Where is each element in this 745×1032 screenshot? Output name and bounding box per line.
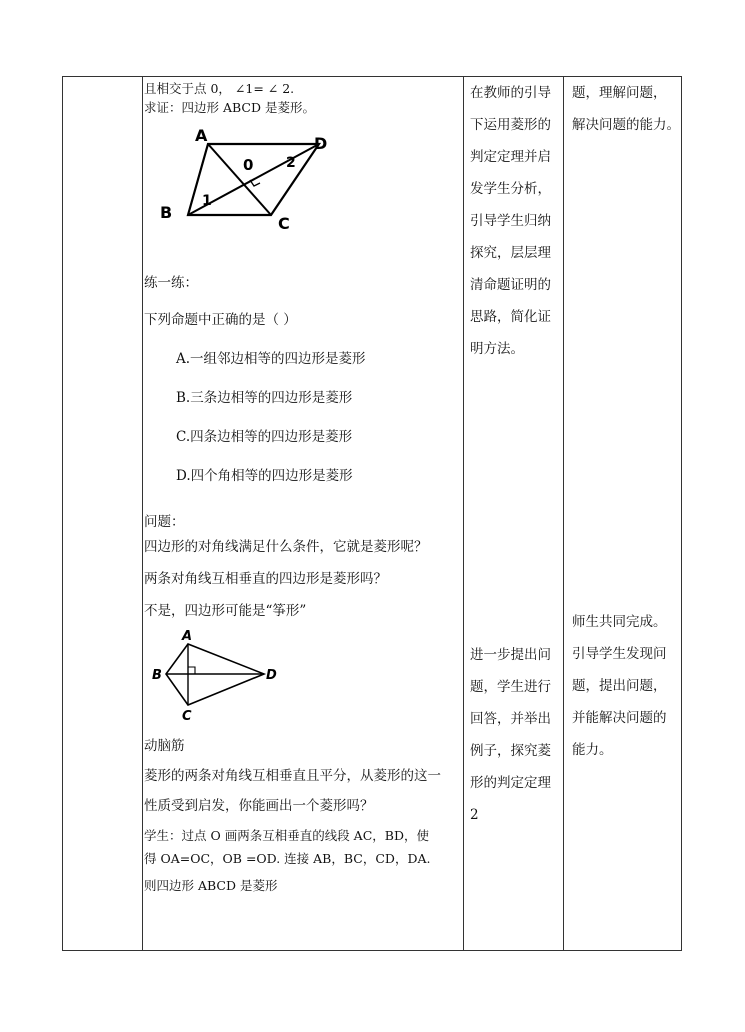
label-d: D — [314, 134, 328, 153]
text-line: 题，理解问题， — [572, 85, 667, 101]
text-line: 并能解决问题的 — [572, 710, 667, 726]
problem-question-1: 四边形的对角线满足什么条件，它就是菱形呢？ — [144, 539, 428, 555]
text-line: 题，学生进行 — [470, 679, 551, 695]
text-line: 思路，简化证 — [470, 309, 551, 325]
text-line: 形的判定定理 — [470, 775, 551, 791]
column-divider — [142, 77, 143, 950]
text-line: 在教师的引导 — [470, 85, 551, 101]
text-line: 题，提出问题， — [572, 678, 667, 694]
text-line: 回答，并举出 — [470, 711, 551, 727]
teacher-block-1 — [470, 77, 551, 365]
label-b: B — [152, 668, 162, 683]
text-line: 发学生分析， — [470, 181, 551, 197]
label-c: C — [278, 214, 290, 233]
label-a: A — [195, 126, 208, 145]
practice-question: 下列命题中正确的是（ ） — [144, 312, 297, 328]
purpose-block-1 — [572, 77, 680, 141]
label-c: C — [182, 709, 192, 724]
think-line-2: 性质受到启发，你能画出一个菱形吗？ — [144, 798, 374, 814]
think-line-1: 菱形的两条对角线互相垂直且平分，从菱形的这一 — [144, 768, 441, 784]
label-angle-1: 1 — [202, 193, 212, 209]
student-line-2: 得 OA=OC，OB =OD. 连接 AB，BC，CD，DA. — [144, 851, 431, 866]
text-line: 清命题证明的 — [470, 277, 551, 293]
think-title: 动脑筋 — [144, 738, 185, 754]
label-angle-2: 2 — [286, 155, 296, 171]
label-a: A — [182, 629, 193, 644]
option-d: D.四个角相等的四边形是菱形 — [176, 468, 353, 484]
design-purpose-column — [568, 77, 680, 950]
diagonal-ac — [208, 144, 271, 215]
text-line: 进一步提出问 — [470, 647, 551, 663]
right-angle-mark — [188, 667, 195, 674]
student-line-3: 则四边形 ABCD 是菱形 — [144, 878, 278, 893]
problem-answer: 不是，四边形可能是“筝形” — [144, 603, 307, 619]
column-divider — [463, 77, 464, 950]
label-b: B — [160, 203, 173, 222]
condition-text: 且相交于点 0， ∠1= ∠ 2. — [144, 81, 295, 96]
label-d: D — [266, 668, 277, 683]
rhombus-figure — [152, 121, 332, 236]
option-a: A.一组邻边相等的四边形是菱形 — [176, 351, 366, 367]
teacher-activity-column — [466, 77, 561, 950]
text-line: 师生共同完成。 — [572, 614, 667, 630]
prove-text: 求证：四边形 ABCD 是菱形。 — [144, 100, 315, 115]
option-c: C.四条边相等的四边形是菱形 — [176, 429, 353, 445]
text-line: 引导学生归纳 — [470, 213, 551, 229]
lesson-table — [62, 76, 682, 951]
problem-label: 问题： — [144, 514, 185, 530]
label-o: 0 — [243, 156, 254, 174]
problem-question-2: 两条对角线互相垂直的四边形是菱形吗？ — [144, 571, 387, 587]
option-b: B.三条边相等的四边形是菱形 — [176, 390, 353, 406]
text-line: 解决问题的能力。 — [572, 117, 680, 133]
text-line: 能力。 — [572, 742, 613, 758]
student-line-1: 学生：过点 O 画两条互相垂直的线段 AC，BD，使 — [144, 828, 429, 843]
column-divider — [563, 77, 564, 950]
text-line: 探究，层层理 — [470, 245, 551, 261]
text-line: 引导学生发现问 — [572, 646, 667, 662]
text-line: 明方法。 — [470, 341, 524, 357]
text-line: 下运用菱形的 — [470, 117, 551, 133]
text-line: 判定定理并启 — [470, 149, 551, 165]
text-line: 例子，探究菱 — [470, 743, 551, 759]
kite-figure — [150, 627, 290, 727]
content-column — [144, 77, 462, 950]
teacher-block-2 — [470, 639, 551, 831]
practice-title: 练一练： — [144, 275, 198, 291]
purpose-block-2 — [572, 606, 667, 766]
text-line: 2 — [470, 807, 479, 823]
